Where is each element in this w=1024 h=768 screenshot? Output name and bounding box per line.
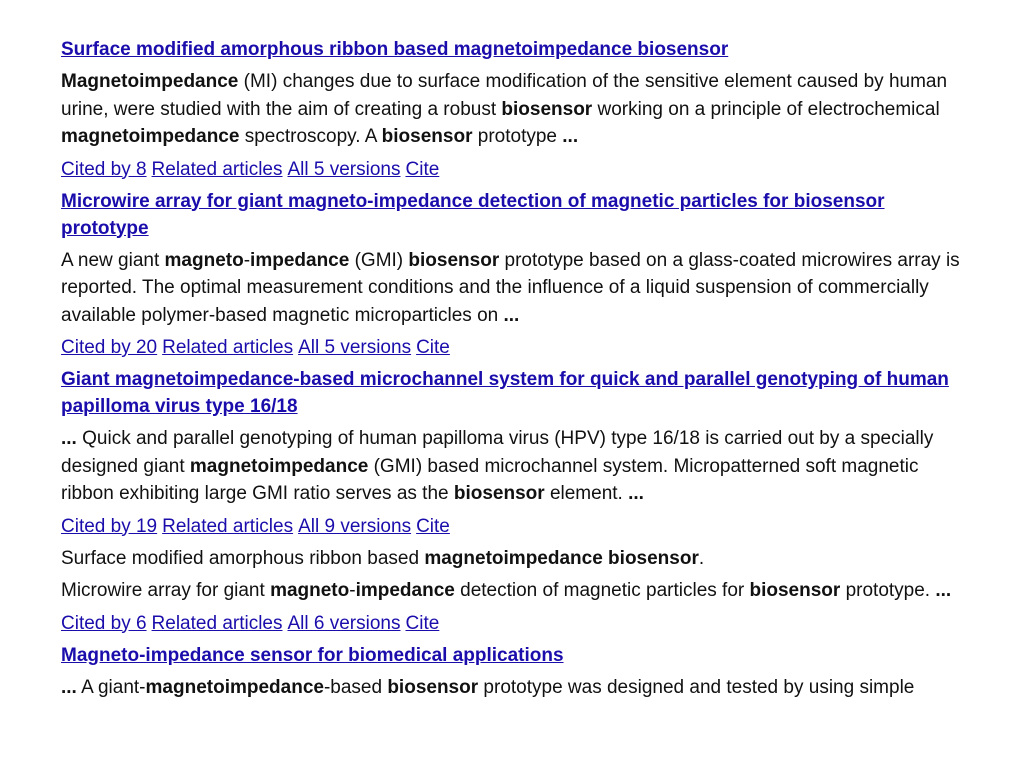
- result-snippet: [61, 425, 961, 508]
- related-articles-link[interactable]: Related articles: [162, 337, 294, 358]
- search-result: [61, 642, 961, 702]
- result-title-link[interactable]: Giant magnetoimpedance-based microchannel system for quick and parallel genotyping of human papilloma virus type 16/18: [61, 369, 949, 417]
- highlighted-term: ...: [61, 676, 77, 698]
- snippet-text: -: [243, 249, 251, 271]
- snippet-text: detection of magnetic particles for: [454, 580, 750, 601]
- highlighted-term: biosensor: [453, 483, 545, 504]
- result-title-link[interactable]: Surface modified amorphous ribbon based magnetoimpedance biosensor: [61, 39, 729, 60]
- snippet-text: prototype was designed and tested by using simple: [478, 676, 915, 698]
- snippet-text: (MI) changes due to surface modification of the sensitive element caused by human urine, were studied with the aim of creating a robust: [61, 71, 948, 120]
- snippet-text: (GMI) based microchannel system. Micropatterned soft magnetic ribbon exhibiting large GMI ratio serves as the: [61, 455, 919, 504]
- result-actions: [61, 156, 961, 183]
- snippet-text: prototype based on a glass-coated microwires array is reported. The optimal measurement conditions and the influence of a liquid suspension of commercially available polymer-based magnetic microparticles on: [61, 249, 960, 326]
- highlighted-term: biosensor: [387, 676, 479, 698]
- highlighted-term: ...: [61, 428, 77, 449]
- highlighted-term: ...: [562, 126, 579, 147]
- snippet-text: A giant-: [76, 676, 146, 698]
- snippet-text: Quick and parallel genotyping of human papilloma virus (HPV) type 16/18 is carried out by a specially designed giant: [61, 428, 934, 477]
- highlighted-term: biosensor: [381, 126, 473, 147]
- highlighted-term: magnetoimpedance: [61, 126, 240, 147]
- related-articles-link[interactable]: Related articles: [162, 515, 294, 537]
- cited-by-link[interactable]: Cited by 19: [61, 515, 158, 537]
- all-versions-link[interactable]: All 5 versions: [298, 337, 412, 358]
- search-result: [61, 366, 961, 540]
- highlighted-term: impedance: [250, 249, 350, 271]
- highlighted-term: Magnetoimpedance: [61, 71, 239, 92]
- snippet-text: prototype: [472, 126, 563, 147]
- all-versions-link[interactable]: All 9 versions: [298, 515, 412, 537]
- snippet-text: Surface modified amorphous ribbon based: [61, 547, 425, 569]
- highlighted-term: biosensor: [501, 98, 593, 120]
- highlighted-term: impedance: [355, 580, 455, 601]
- cite-link[interactable]: Cite: [405, 158, 440, 180]
- snippet-text: .: [698, 547, 705, 569]
- snippet-text: Microwire array for giant: [61, 580, 271, 601]
- result-title-link[interactable]: Microwire array for giant magneto-impedance detection of magnetic particles for biosensor prototype: [61, 190, 885, 239]
- snippet-text: (GMI): [349, 249, 409, 271]
- result-snippet: [61, 674, 961, 702]
- highlighted-term: magneto: [164, 249, 244, 271]
- snippet-text: working on a principle of electrochemical: [592, 98, 940, 120]
- result-actions: [61, 610, 961, 637]
- result-reference-line: [61, 577, 961, 605]
- related-articles-link[interactable]: Related articles: [151, 612, 283, 634]
- highlighted-term: ...: [503, 304, 520, 326]
- all-versions-link[interactable]: All 6 versions: [287, 612, 401, 634]
- snippet-text: A new giant: [61, 249, 165, 271]
- cited-by-link[interactable]: Cited by 8: [61, 158, 147, 180]
- cite-link[interactable]: Cite: [416, 515, 450, 537]
- highlighted-term: magnetoimpedance: [189, 455, 369, 477]
- snippet-text: prototype.: [840, 580, 936, 601]
- cited-by-link[interactable]: Cited by 6: [61, 612, 147, 634]
- highlighted-term: ...: [935, 580, 952, 601]
- cited-by-link[interactable]: Cited by 20: [61, 337, 158, 358]
- highlighted-term: magnetoimpedance biosensor: [424, 547, 699, 569]
- result-title-link[interactable]: Magneto-impedance sensor for biomedical applications: [61, 644, 564, 666]
- snippet-text: spectroscopy. A: [239, 126, 382, 147]
- search-result: [61, 188, 961, 362]
- result-snippet: [61, 247, 961, 330]
- cite-link[interactable]: Cite: [405, 612, 440, 634]
- cite-link[interactable]: Cite: [416, 337, 450, 358]
- snippet-text: -: [349, 580, 356, 601]
- snippet-text: element.: [544, 483, 629, 504]
- result-actions: [61, 334, 961, 361]
- search-result: [61, 36, 961, 183]
- highlighted-term: ...: [628, 483, 644, 504]
- search-results-list: [61, 36, 961, 706]
- highlighted-term: biosensor: [749, 580, 841, 601]
- result-reference-line: [61, 545, 961, 573]
- highlighted-term: magnetoimpedance: [145, 676, 324, 698]
- highlighted-term: magneto: [270, 580, 350, 601]
- result-actions: [61, 513, 961, 540]
- result-snippet: [61, 68, 961, 151]
- search-result: [61, 545, 961, 637]
- related-articles-link[interactable]: Related articles: [151, 158, 283, 180]
- highlighted-term: biosensor: [408, 249, 500, 271]
- all-versions-link[interactable]: All 5 versions: [287, 158, 401, 180]
- snippet-text: -based: [323, 676, 388, 698]
